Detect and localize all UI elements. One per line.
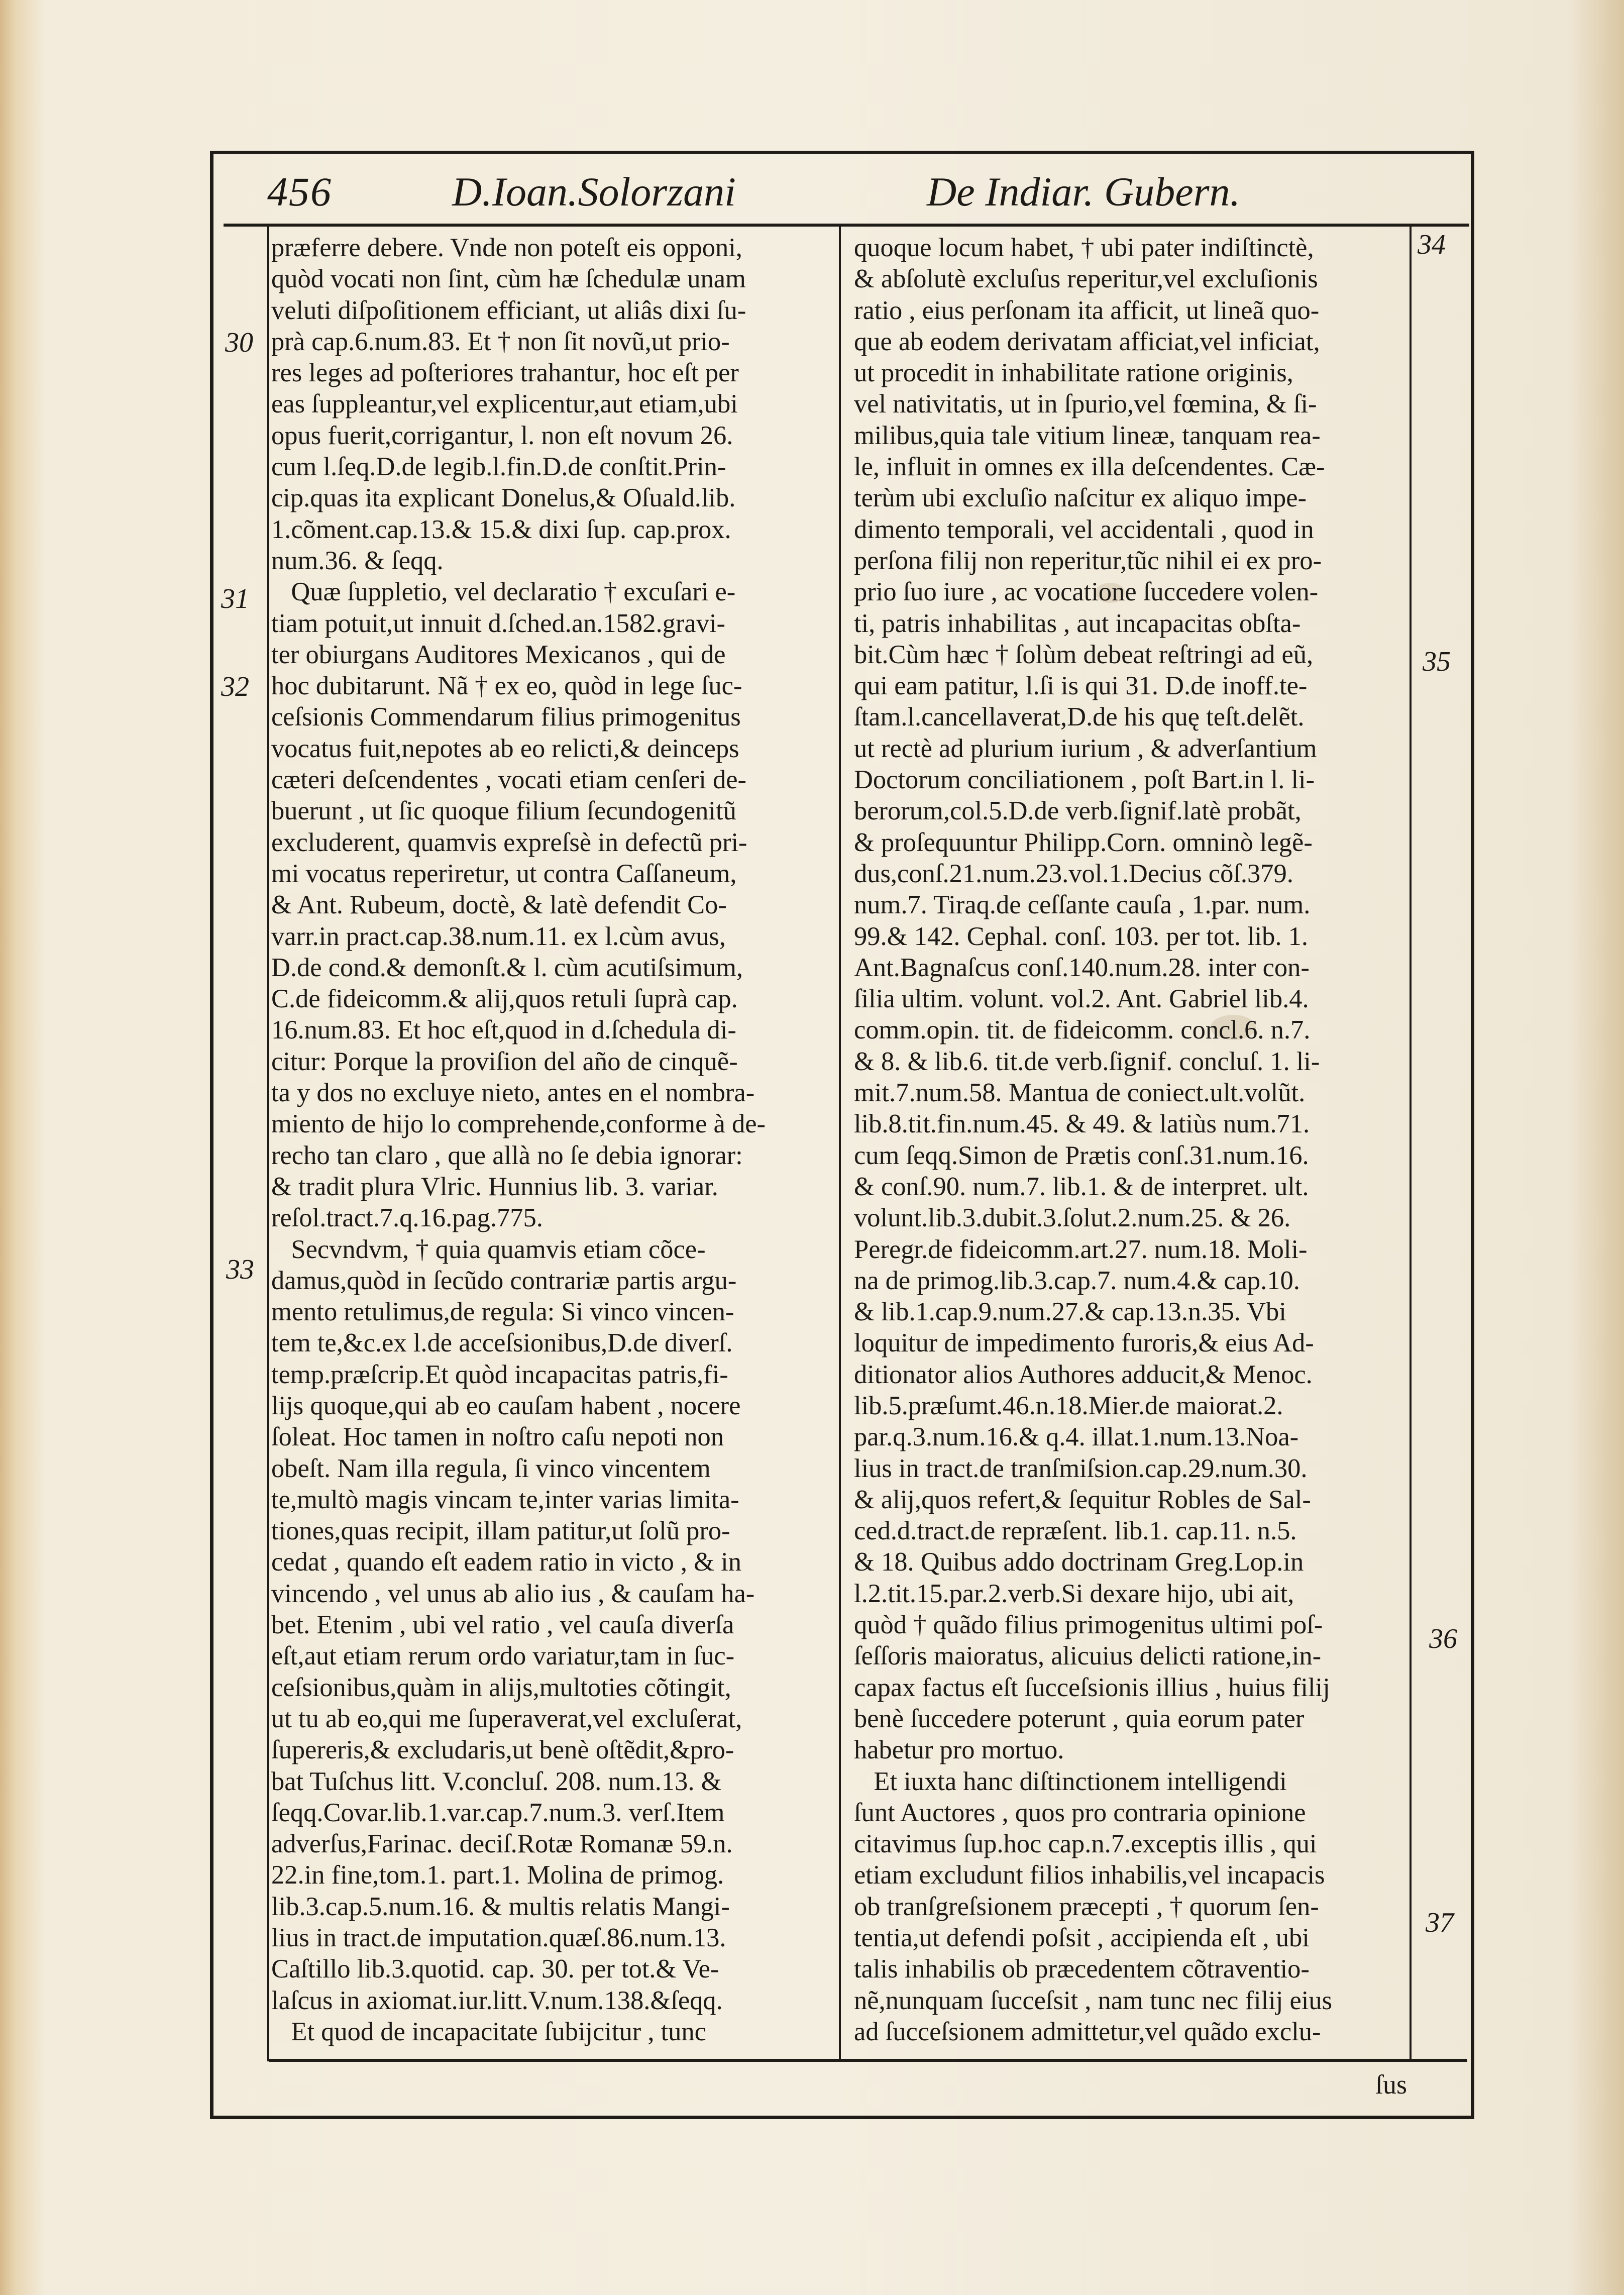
left-column-line: Et quod de incapacitate ſubijcitur , tunc	[271, 2017, 706, 2046]
right-column-line: lius in tract.de tranſmiſsion.cap.29.num.30.	[854, 1453, 1308, 1483]
left-column-line: cip.quas ita explicant Donelus,& Oſuald.lib.	[271, 483, 736, 513]
left-column-line: ſupereris,& excludaris,ut benè oſtẽdit,&pro-	[271, 1735, 734, 1765]
right-column-line: benè ſuccedere poterunt , quia eorum pater	[854, 1704, 1305, 1733]
right-column-line: na de primog.lib.3.cap.7. num.4.& cap.10.	[854, 1266, 1300, 1295]
right-column-line: berorum,col.5.D.de verb.ſignif.latè probãt,	[854, 796, 1302, 826]
left-column-line: buerunt , ut ſic quoque filium ſecundogenitũ	[271, 796, 736, 826]
right-column-line: dus,conſ.21.num.23.vol.1.Decius cõſ.379.	[854, 859, 1293, 888]
left-column-line: D.de cond.& demonſt.& l. cùm acutiſsimum,	[271, 953, 743, 982]
left-column-line: vocatus fuit,nepotes ab eo relicti,& deinceps	[271, 734, 739, 763]
right-column-line: & abſolutè excluſus reperitur,vel excluſionis	[854, 264, 1318, 294]
left-column-line: Secvndvm, † quia quamvis etiam cõce-	[271, 1234, 706, 1264]
left-column-line: 1.cõment.cap.13.& 15.& dixi ſup. cap.prox.	[271, 514, 731, 544]
margin-number: 37	[1426, 1907, 1454, 1938]
right-column-line: & lib.1.cap.9.num.27.& cap.13.n.35. Vbi	[854, 1297, 1286, 1327]
right-column-line: l.2.tit.15.par.2.verb.Si dexare hijo, ubi ait,	[854, 1579, 1294, 1608]
left-column-line: tem te,&c.ex l.de acceſsionibus,D.de diverſ.	[271, 1328, 733, 1358]
right-column-line: num.7. Tiraq.de ceſſante cauſa , 1.par. num.	[854, 890, 1311, 920]
right-column-line: lib.8.tit.fin.num.45. & 49. & latiùs num.71.	[854, 1109, 1310, 1139]
right-column-line: mit.7.num.58. Mantua de coniect.ult.volũt.	[854, 1078, 1306, 1108]
right-column-line: qui eam patitur, l.ſi is qui 31. D.de inoff.te-	[854, 671, 1308, 701]
right-column-line: quòd † quãdo filius primogenitus ultimi poſ-	[854, 1610, 1323, 1640]
right-column-line: bit.Cùm hæc † ſolùm debeat reſtringi ad eũ,	[854, 640, 1314, 669]
left-column-line: bet. Etenim , ubi vel ratio , vel cauſa diverſa	[271, 1610, 734, 1640]
right-column-line: lib.5.præſumt.46.n.18.Mier.de maiorat.2.	[854, 1391, 1283, 1420]
right-column-line: perſona filij non reperitur,tũc nihil ei ex pro-	[854, 546, 1322, 575]
left-column-line: 22.in fine,tom.1. part.1. Molina de primog.	[271, 1860, 724, 1890]
left-column-line: eſt,aut etiam rerum ordo variatur,tam in ſuc-	[271, 1641, 735, 1671]
right-column-line: capax factus eſt ſucceſsionis illius , huius filij	[854, 1673, 1330, 1702]
margin-number: 31	[221, 583, 249, 614]
right-column-line: loquitur de impedimento furoris,& eius Ad-	[854, 1328, 1314, 1358]
right-column-line: citavimus ſup.hoc cap.n.7.exceptis illis , qui	[854, 1829, 1317, 1859]
left-column-line: ceſsionibus,quàm in alijs,multoties cõtingit,	[271, 1673, 731, 1702]
left-column-line: citur: Porque la proviſion del año de cinquẽ-	[271, 1047, 738, 1076]
right-column-line: ſilia ultim. volunt. vol.2. Ant. Gabriel lib.4.	[854, 984, 1309, 1014]
right-column-line: & 8. & lib.6. tit.de verb.ſignif. concluſ. 1. li-	[854, 1047, 1320, 1076]
right-column-line: comm.opin. tit. de fideicomm. concl.6. n.7.	[854, 1015, 1311, 1045]
left-column-line: hoc dubitarunt. Nã † ex eo, quòd in lege ſuc-	[271, 671, 742, 701]
left-column-line: tiam potuit,ut innuit d.ſched.an.1582.gravi-	[271, 608, 726, 638]
left-column-line: ter obiurgans Auditores Mexicanos , qui de	[271, 640, 726, 669]
right-column-line: que ab eodem derivatam afficiat,vel inficiat,	[854, 327, 1320, 356]
right-column-line: milibus,quia tale vitium lineæ, tanquam rea-	[854, 421, 1321, 450]
left-column-line: eas ſuppleantur,vel explicentur,aut etiam,ubi	[271, 389, 738, 419]
margin-number: 35	[1423, 646, 1451, 677]
left-column-line: recho tan claro , que allà no ſe debia ignorar:	[271, 1140, 743, 1170]
left-column-line: præferre debere. Vnde non poteſt eis opponi,	[271, 233, 742, 262]
right-column-line: ut procedit in inhabilitate ratione originis,	[854, 358, 1293, 388]
left-column-line: lib.3.cap.5.num.16. & multis relatis Mangi-	[271, 1892, 730, 1921]
left-column-line: & tradit plura Vlric. Hunnius lib. 3. variar.	[271, 1172, 718, 1201]
left-column-line: tiones,quas recipit, illam patitur,ut ſolũ pro-	[271, 1516, 730, 1546]
left-column-line: reſol.tract.7.q.16.pag.775.	[271, 1203, 543, 1233]
right-column-line: terùm ubi excluſio naſcitur ex aliquo impe-	[854, 483, 1307, 513]
right-column-line: Ant.Bagnaſcus conſ.140.num.28. inter con-	[854, 953, 1310, 982]
left-column-line: temp.præſcrip.Et quòd incapacitas patris,fi-	[271, 1360, 728, 1389]
left-column-line: veluti diſpoſitionem efficiant, ut aliâs dixi ſu-	[271, 295, 746, 325]
right-column-line: ditionator alios Authores adducit,& Menoc.	[854, 1360, 1313, 1389]
right-column-line: ſtam.l.cancellaverat,D.de his quę teſt.delẽt.	[854, 702, 1305, 732]
catchword: ſus	[1375, 2069, 1408, 2100]
right-text-column	[854, 232, 1417, 2047]
right-column-line: Et iuxta hanc diſtinctionem intelligendi	[854, 1766, 1287, 1796]
right-column-line: nẽ,nunquam ſucceſsit , nam tunc nec filij eius	[854, 1986, 1333, 2015]
right-column-line: volunt.lib.3.dubit.3.ſolut.2.num.25. & 26.	[854, 1203, 1291, 1233]
left-column-line: Caſtillo lib.3.quotid. cap. 30. per tot.& Ve-	[271, 1954, 719, 1984]
right-column-line: cum ſeqq.Simon de Prætis conſ.31.num.16.	[854, 1140, 1309, 1170]
right-column-line: & proſequuntur Philipp.Corn. omninò legẽ-	[854, 827, 1313, 857]
center-column-rule	[839, 225, 841, 2061]
right-column-line: ratio , eius perſonam ita afficit, ut lineã quo-	[854, 295, 1320, 325]
right-column-line: ced.d.tract.de repræſent. lib.1. cap.11. n.5.	[854, 1516, 1297, 1546]
left-column-line: cedat , quando eſt eadem ratio in victo , & in	[271, 1547, 741, 1577]
left-column-line: res leges ad poſteriores trahantur, hoc eſt per	[271, 358, 739, 388]
right-column-line: ut rectè ad plurium iurium , & adverſantium	[854, 734, 1317, 763]
left-column-line: ta y dos no excluye nieto, antes en el nombra-	[271, 1078, 755, 1108]
left-column-line: miento de hijo lo comprehende,conforme à de-	[271, 1109, 766, 1139]
right-column-line: Peregr.de fideicomm.art.27. num.18. Moli-	[854, 1234, 1308, 1264]
right-column-line: ad ſucceſsionem admittetur,vel quãdo exclu-	[854, 2017, 1321, 2046]
left-column-line: opus fuerit,corrigantur, l. non eſt novum 26.	[271, 421, 733, 450]
margin-number: 36	[1429, 1623, 1457, 1654]
margin-number: 34	[1418, 229, 1446, 260]
right-column-line: Doctorum conciliationem , poſt Bart.in l. li-	[854, 765, 1315, 795]
left-column-line: te,multò magis vincam te,inter varias limita-	[271, 1485, 739, 1514]
running-head-title: De Indiar. Gubern.	[927, 169, 1241, 215]
right-column-line: ſunt Auctores , quos pro contraria opinione	[854, 1798, 1306, 1827]
left-column-line: ſeqq.Covar.lib.1.var.cap.7.num.3. verſ.Item	[271, 1798, 725, 1827]
left-column-line: adverſus,Farinac. deciſ.Rotæ Romanæ 59.n.	[271, 1829, 733, 1859]
page-number: 456	[267, 169, 332, 215]
left-column-line: ceſsionis Commendarum filius primogenitus	[271, 702, 741, 732]
right-column-line: 99.& 142. Cephal. conſ. 103. per tot. lib. 1.	[854, 921, 1309, 951]
right-column-line: le, influit in omnes ex illa deſcendentes. Cæ-	[854, 452, 1325, 482]
right-column-line: & 18. Quibus addo doctrinam Greg.Lop.in	[854, 1547, 1304, 1577]
left-text-column	[271, 232, 831, 2047]
left-column-line: mi vocatus reperiretur, ut contra Caſſaneum,	[271, 859, 737, 888]
left-column-line: varr.in pract.cap.38.num.11. ex l.cùm avus,	[271, 921, 726, 951]
left-column-line: damus,quòd in ſecũdo contrariæ partis argu-	[271, 1266, 737, 1295]
left-column-rule	[267, 225, 269, 2061]
left-column-line: cum l.ſeq.D.de legib.l.fin.D.de conſtit.Prin-	[271, 452, 726, 482]
footer-rule	[269, 2059, 1467, 2062]
running-head-author: D.Ioan.Solorzani	[452, 169, 736, 215]
right-column-line: talis inhabilis ob præcedentem cõtraventio-	[854, 1954, 1310, 1984]
right-column-line: & conſ.90. num.7. lib.1. & de interpret. ult.	[854, 1172, 1309, 1201]
left-column-line: excluderent, quamvis expreſsè in defectũ pri-	[271, 827, 747, 857]
header-rule	[224, 224, 1469, 227]
margin-number: 33	[226, 1254, 254, 1285]
margin-number: 30	[225, 327, 253, 358]
right-column-line: ti, patris inhabilitas , aut incapacitas obſta-	[854, 608, 1301, 638]
right-column-line: vel nativitatis, ut in ſpurio,vel fœmina, & ſi-	[854, 389, 1317, 419]
left-column-line: quòd vocati non ſint, cùm hæ ſchedulæ unam	[271, 264, 746, 294]
right-column-line: ſeſſoris maioratus, alicuius delicti ratione,in-	[854, 1641, 1322, 1671]
left-column-line: lijs quoque,qui ab eo cauſam habent , nocere	[271, 1391, 741, 1420]
left-column-line: & Ant. Rubeum, doctè, & latè defendit Co-	[271, 890, 727, 920]
margin-number: 32	[221, 671, 249, 702]
left-column-line: Quæ ſuppletio, vel declaratio † excuſari e-	[271, 577, 736, 607]
left-column-line: obeſt. Nam illa regula, ſi vinco vincentem	[271, 1453, 711, 1483]
right-column-line: & alij,quos refert,& ſequitur Robles de Sal-	[854, 1485, 1311, 1514]
right-column-line: ob tranſgreſsionem præcepti , † quorum ſen-	[854, 1892, 1319, 1921]
left-column-line: vincendo , vel unus ab alio ius , & cauſam ha-	[271, 1579, 755, 1608]
left-column-line: C.de fideicomm.& alij,quos retuli ſuprà cap.	[271, 984, 738, 1014]
left-column-line: num.36. & ſeqq.	[271, 546, 444, 575]
left-column-line: cæteri deſcendentes , vocati etiam cenſeri de-	[271, 765, 746, 795]
right-column-line: quoque locum habet, † ubi pater indiſtinctè,	[854, 233, 1314, 262]
right-column-line: prio ſuo iure , ac vocatione ſuccedere volen-	[854, 577, 1319, 607]
left-column-line: prà cap.6.num.83. Et † non ſit novũ,ut prio-	[271, 327, 730, 356]
left-column-line: ſoleat. Hoc tamen in noſtro caſu nepoti non	[271, 1422, 724, 1452]
right-column-line: dimento temporali, vel accidentali , quod in	[854, 514, 1314, 544]
right-column-line: par.q.3.num.16.& q.4. illat.1.num.13.Noa-	[854, 1422, 1299, 1452]
right-column-line: habetur pro mortuo.	[854, 1735, 1064, 1765]
left-column-line: 16.num.83. Et hoc eſt,quod in d.ſchedula di-	[271, 1015, 736, 1045]
left-column-line: lius in tract.de imputation.quæſ.86.num.13.	[271, 1923, 726, 1953]
right-column-line: etiam excludunt filios inhabilis,vel incapacis	[854, 1860, 1325, 1890]
left-column-line: ut tu ab eo,qui me ſuperaverat,vel excluſerat,	[271, 1704, 742, 1733]
right-column-line: tentia,ut defendi poſsit , accipienda eſt , ubi	[854, 1923, 1310, 1953]
left-column-line: laſcus in axiomat.iur.litt.V.num.138.&ſeqq.	[271, 1986, 723, 2015]
left-column-line: mento retulimus,de regula: Si vinco vincen-	[271, 1297, 734, 1327]
left-column-line: bat Tuſchus litt. V.concluſ. 208. num.13. &	[271, 1766, 722, 1796]
